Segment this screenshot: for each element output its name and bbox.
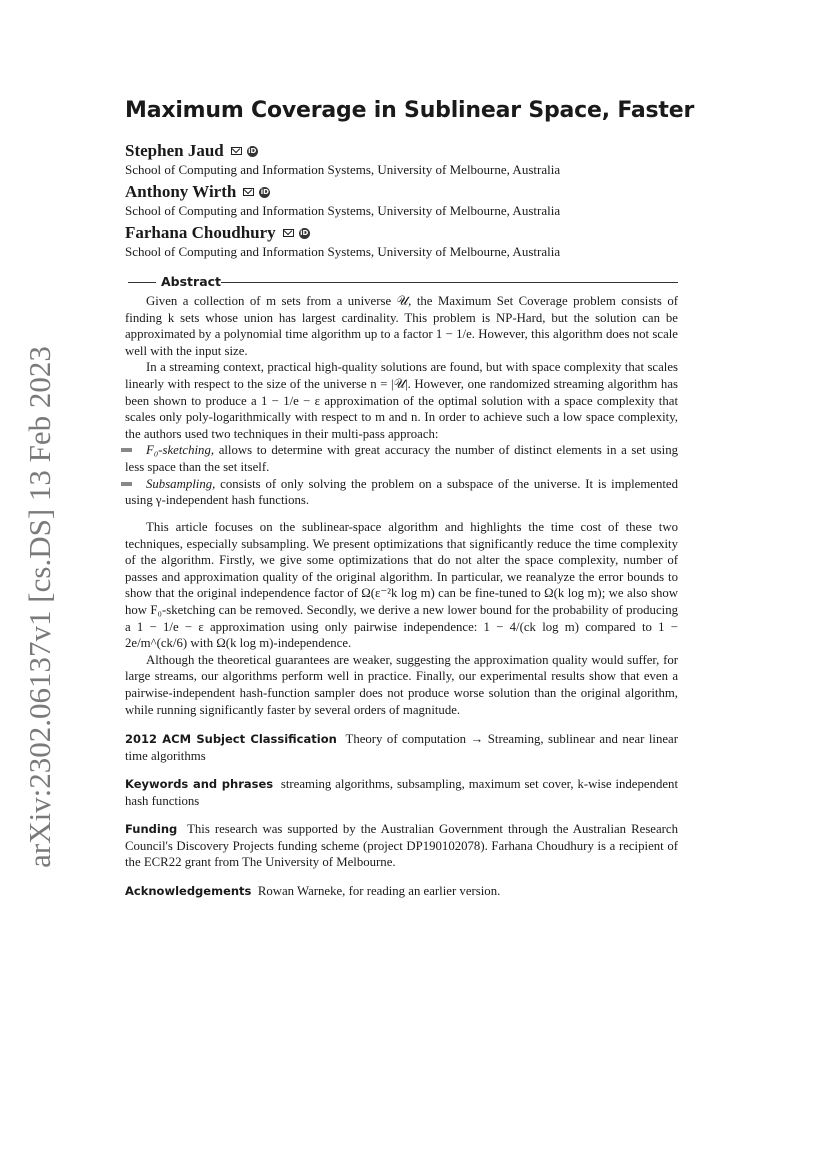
- technique-list: [125, 442, 678, 508]
- rule: [221, 282, 678, 283]
- mail-icon[interactable]: [283, 229, 294, 237]
- list-item: [125, 442, 678, 475]
- author-name: Stephen Jaud: [125, 141, 224, 160]
- arxiv-stamp: [20, 346, 60, 868]
- bullet-icon: [121, 448, 132, 452]
- acm-text: Theory of computation → Streaming, sublinear and near linear time algorithms: [125, 732, 678, 763]
- list-text: consists of only solving the problem on a subspace of the universe. It is implemented using γ-independent hash functions.: [125, 476, 678, 508]
- acm-label: 2012 ACM Subject Classification: [125, 732, 337, 746]
- arxiv-stamp-text: arXiv:2302.06137v1 [cs.DS] 13 Feb 2023: [22, 346, 57, 868]
- list-text: allows to determine with great accuracy the number of distinct elements in a set using less space than the set itself.: [125, 443, 678, 474]
- funding-label: Funding: [125, 822, 178, 836]
- abstract-heading: [125, 274, 678, 290]
- paper-title: Maximum Coverage in Sublinear Space, Faster: [125, 98, 695, 123]
- author-name-row: [125, 223, 678, 243]
- author-affiliation: School of Computing and Information Systems, University of Melbourne, Australia: [125, 244, 561, 259]
- author-affiliation: School of Computing and Information Systems, University of Melbourne, Australia: [125, 203, 561, 218]
- author-block: [125, 223, 678, 260]
- author-name: Farhana Choudhury: [125, 223, 276, 242]
- orcid-icon[interactable]: iD: [260, 187, 269, 196]
- acm-classification: [125, 731, 678, 764]
- author-block: [125, 182, 678, 219]
- ack-text: Rowan Warneke, for reading an earlier version.: [257, 884, 501, 898]
- orcid-icon[interactable]: iD: [248, 146, 257, 155]
- abstract-paragraph: Given a collection of m sets from a universe 𝒰, the Maximum Set Coverage problem consists of finding k sets whose union has largest cardinality. This problem is NP-Hard, but the solution can be approximated by a polynomial time algorithm up to a factor 1 − 1/e. However, this algorithm does not scale well with the input size.: [125, 294, 678, 358]
- acknowledgements: [125, 883, 678, 900]
- orcid-icon[interactable]: iD: [300, 228, 309, 237]
- abstract-label: Abstract: [161, 274, 222, 289]
- list-item: [125, 476, 678, 509]
- rule: [128, 282, 156, 283]
- keywords: [125, 776, 678, 809]
- abstract-paragraph: In a streaming context, practical high-quality solutions are found, but with space complexity that scales linearly with respect to the size of the universe n = |𝒰|. However, one randomized streaming algorithm has been shown to produce a 1 − 1/e − ε approximation of the optimal solution with a space complexity that scales only poly-logarithmically with respect to m and n. In order to achieve such a low space complexity, the authors used two techniques in their multi-pass approach:: [125, 360, 678, 441]
- ack-label: Acknowledgements: [125, 884, 252, 898]
- author-affiliation: School of Computing and Information Systems, University of Melbourne, Australia: [125, 162, 561, 177]
- author-name-row: [125, 141, 678, 161]
- bullet-icon: [121, 482, 132, 486]
- keywords-label: Keywords and phrases: [125, 777, 274, 791]
- mail-icon[interactable]: [231, 147, 242, 155]
- funding: [125, 821, 678, 871]
- abstract-body: [125, 293, 678, 509]
- author-block: [125, 141, 678, 178]
- abstract-paragraph: This article focuses on the sublinear-space algorithm and highlights the time cost of these two techniques, especially subsampling. We present optimizations that significantly reduce the time complexity of the algorithm. Firstly, we give some optimizations that do not alter the space complexity, number of passes and approximation quality of the original algorithm. In particular, we reanalyze the error bounds to show that the original independence factor of Ω(ε⁻²k log m) can be fine-tuned to Ω(k log m); we also show how F₀-sketching can be removed. Secondly, we derive a new lower bound for the probability of producing a 1 − 1/e − ε approximation using only pairwise independence: 1 − 4/(ck log m) compared to 1 − 2e/m^(ck/6) with Ω(k log m)-independence.: [125, 520, 678, 651]
- author-name-row: [125, 182, 678, 202]
- mail-icon[interactable]: [243, 188, 254, 196]
- keywords-text: streaming algorithms, subsampling, maximum set cover, k-wise independent hash functions: [125, 777, 678, 808]
- author-name: Anthony Wirth: [125, 182, 237, 201]
- funding-text: This research was supported by the Australian Government through the Australian Research Council's Discovery Projects funding scheme (project DP190102078). Farhana Choudhury is a recipient of the ECR22 grant from The University of Melbourne.: [125, 822, 679, 870]
- abstract-paragraph: Although the theoretical guarantees are weaker, suggesting the approximation quality would suffer, for large streams, our algorithms perform well in practice. Finally, our experimental results show that even a pairwise-independent hash-function sampler does not produce worse solution than the original algorithm, while running significantly faster by several orders of magnitude.: [125, 652, 678, 717]
- abstract-body-continued: [125, 519, 678, 718]
- list-term: F₀-sketching,: [146, 443, 215, 458]
- list-term: Subsampling,: [146, 476, 216, 491]
